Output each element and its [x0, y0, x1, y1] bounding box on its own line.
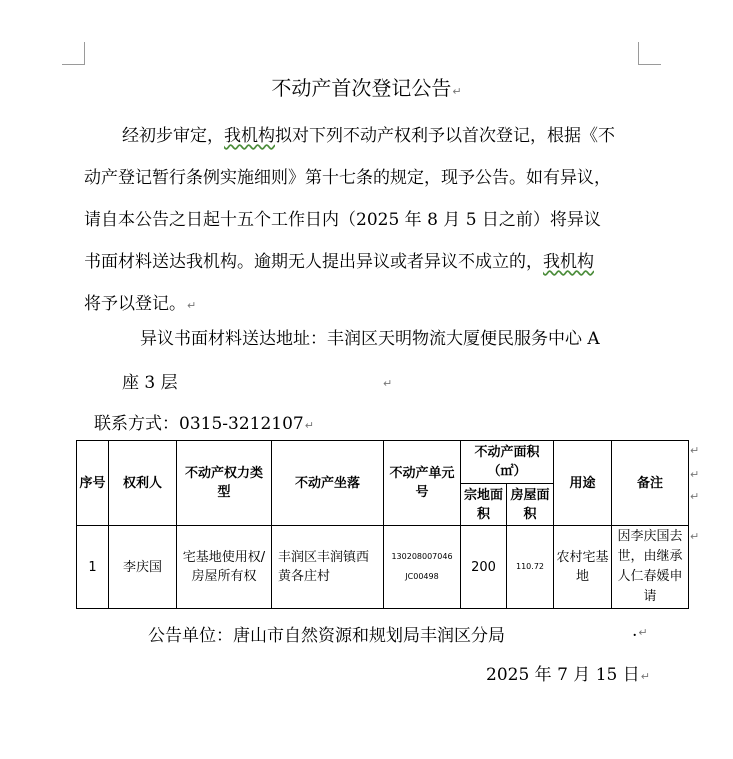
cell-seq: 1 — [77, 526, 109, 609]
notice-paragraph — [84, 115, 644, 327]
header-remark: 备注 — [612, 441, 689, 526]
text-run: 书面材料送达我机构。逾期无人提出异议或者异议不成立的， — [84, 252, 543, 272]
cell-unit-no: 130208007046 JC00498 — [384, 526, 461, 609]
underlined-term: 我机构 — [224, 126, 275, 146]
paragraph-mark: ↵ — [452, 85, 462, 98]
cell-usage: 农村宅基地 — [554, 526, 612, 609]
cell-house-area: 110.72 — [507, 526, 554, 609]
paragraph-mark: ↵ — [638, 626, 648, 639]
cell-remark: 因李庆国去世，由继承人仁春媛申请 — [612, 526, 689, 609]
header-usage: 用途 — [554, 441, 612, 526]
issuer-dot: .↵ — [632, 621, 648, 641]
header-unit-no: 不动产单元号 — [384, 441, 461, 526]
contact-line: 联系方式：0315-3212107↵ — [94, 414, 314, 434]
table-row — [77, 526, 689, 609]
row-end-mark: ↵ — [690, 530, 700, 543]
objection-address-cont: 座 3 层 — [122, 373, 178, 393]
issuer-line: 公告单位：唐山市自然资源和规划局丰润区分局 — [148, 626, 505, 646]
paragraph-mark: ↵ — [383, 377, 393, 390]
paragraph-mark: ↵ — [187, 299, 197, 312]
header-house-area: 房屋面积 — [507, 484, 554, 526]
row-end-mark: ↵ — [690, 444, 700, 457]
registration-table — [76, 440, 689, 609]
row-end-mark: ↵ — [690, 490, 700, 503]
header-area-group: 不动产面积（㎡） — [461, 441, 554, 484]
notice-paragraph-text — [84, 126, 615, 314]
notice-body — [84, 115, 644, 327]
cell-location: 丰润区丰润镇西黄各庄村 — [272, 526, 384, 609]
text-run: 请自本公告之日起十五个工作日内（2025 年 8 月 5 日之前）将异议 — [84, 210, 601, 230]
text-run: 经初步审定， — [122, 126, 224, 146]
header-right-type: 不动产权力类型 — [177, 441, 272, 526]
underlined-term: 我机构 — [543, 252, 594, 272]
paragraph-mark: ↵ — [640, 670, 650, 683]
text-run: 动产登记暂行条例实施细则》第十七条的规定，现予公告。如有异议， — [84, 168, 611, 188]
header-seq: 序号 — [77, 441, 109, 526]
objection-address: 异议书面材料送达地址：丰润区天明物流大厦便民服务中心 A — [140, 329, 600, 349]
document-title: 不动产首次登记公告↵ — [271, 76, 462, 100]
header-location: 不动产坐落 — [272, 441, 384, 526]
text-run: 将予以登记。 — [84, 294, 186, 314]
cell-holder: 李庆国 — [109, 526, 177, 609]
header-land-area: 宗地面积 — [461, 484, 507, 526]
table-header-row — [77, 441, 689, 484]
corner-mark-top-right — [638, 42, 661, 65]
paragraph-mark: ↵ — [304, 419, 314, 432]
corner-mark-top-left — [62, 42, 85, 65]
cell-land-area: 200 — [461, 526, 507, 609]
cell-right-type: 宅基地使用权/房屋所有权 — [177, 526, 272, 609]
issue-date: 2025 年 7 月 15 日↵ — [486, 665, 650, 685]
text-run: 拟对下列不动产权利予以首次登记，根据《不 — [275, 126, 615, 146]
row-end-mark: ↵ — [690, 468, 700, 481]
header-holder: 权利人 — [109, 441, 177, 526]
